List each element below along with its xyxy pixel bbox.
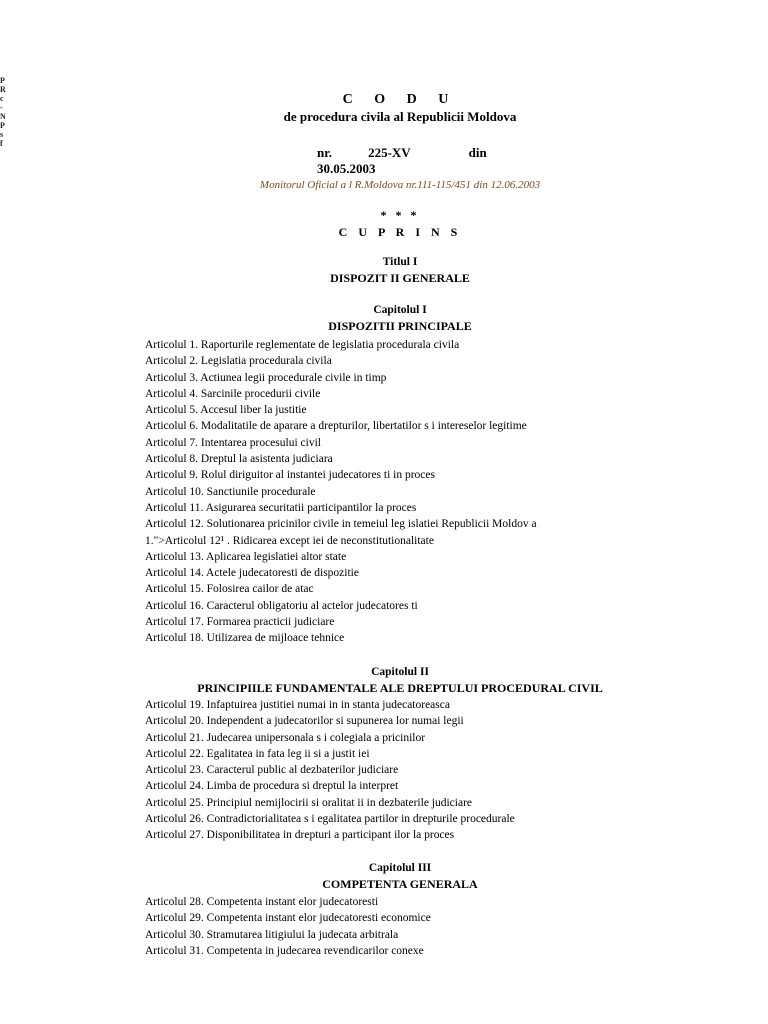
article-item[interactable]: Articolul 4. Sarcinile procedurii civile [145,387,321,400]
article-item[interactable]: Articolul 22. Egalitatea in fata leg ii si a justit iei [145,747,370,760]
margin-glyph: N [0,112,6,121]
margin-glyph: s [0,130,4,139]
contents-heading: C U P R I N S [338,225,462,239]
article-item[interactable]: Articolul 3. Actiunea legii procedurale civile in timp [145,371,387,384]
article-item[interactable]: Articolul 8. Dreptul la asistenta judiciara [145,453,333,466]
document-date: 30.05.2003 [317,161,376,176]
document-subtitle: de procedura civila al Republicii Moldova [283,109,517,124]
article-item[interactable]: Articolul 14. Actele judecatoresti de dispozitie [145,567,359,580]
article-item[interactable]: Articolul 5. Accesul liber la justitie [145,404,307,417]
margin-glyph: P [0,121,5,130]
nr-value: 225-XV [368,145,411,160]
article-item[interactable]: Articolul 6. Modalitatile de aparare a drepturilor, libertatilor s i intereselor legitime [145,420,527,433]
nr-label: nr. [317,145,333,160]
din-label: din [468,145,487,160]
chapter-label: Capitolul II [371,666,429,678]
article-list [145,337,537,647]
article-item[interactable]: Articolul 2. Legislatia procedurala civila [145,355,332,368]
article-item[interactable]: Articolul 20. Independent a judecatorilor si supunerea lor numai legii [145,715,464,728]
article-item[interactable]: Articolul 23. Caracterul public al dezbaterilor judiciare [145,764,399,777]
chapter-name: DISPOZITII PRINCIPALE [328,319,472,333]
article-item[interactable]: Articolul 29. Competenta instant elor judecatoresti economice [145,912,431,925]
article-item[interactable]: Articolul 26. Contradictorialitatea s i egalitatea partilor in drepturile procedurale [145,813,515,826]
document-number-line [317,145,487,161]
article-item[interactable]: Articolul 16. Caracterul obligatoriu al actelor judecatores ti [145,599,418,612]
article-item[interactable]: Articolul 12. Solutionarea pricinilor civile in temeiul leg islatiei Republicii Moldov a [145,518,537,531]
chapter-label: Capitolul I [373,304,427,316]
monitor-oficial-reference: Monitorul Oficial a l R.Moldova nr.111-115/451 din 12.06.2003 [259,179,541,191]
article-list [145,894,431,959]
article-list [145,697,515,844]
article-item[interactable]: Articolul 18. Utilizarea de mijloace tehnice [145,632,345,645]
article-item[interactable]: Articolul 19. Infaptuirea justitiei numai in in stanta judecatoreasca [145,699,450,711]
margin-glyph: c [0,94,4,103]
article-item[interactable]: Articolul 24. Limba de procedura si dreptul la interpret [145,780,399,793]
article-item[interactable]: 1.">Articolul 12¹ . Ridicarea except iei de neconstitutionalitate [145,534,434,547]
article-item[interactable]: Articolul 25. Principiul nemijlocirii si oralitat ii in dezbaterile judiciare [145,796,473,809]
article-item[interactable]: Articolul 30. Stramutarea litigiului la judecata arbitrala [145,928,399,941]
article-item[interactable]: Articolul 11. Asigurarea securitatii participantilor la proces [145,501,417,514]
title-name: DISPOZIT II GENERALE [330,271,470,285]
article-item[interactable]: Articolul 10. Sanctiunile procedurale [145,485,316,498]
article-item[interactable]: Articolul 27. Disponibilitatea in drepturi a participant ilor la proces [145,829,455,842]
title-label: Titlul I [382,256,418,268]
chapter-name: PRINCIPIILE FUNDAMENTALE ALE DREPTULUI PROCEDURAL CIVIL [197,681,603,695]
article-item[interactable]: Articolul 1. Raporturile reglementate de legislatia procedurala civila [145,339,460,351]
margin-glyph: - [0,103,3,112]
article-item[interactable]: Articolul 7. Intentarea procesului civil [145,436,321,449]
article-item[interactable]: Articolul 28. Competenta instant elor judecatoresti [145,896,379,908]
margin-glyph: P [0,76,5,85]
article-item[interactable]: Articolul 17. Formarea practicii judiciare [145,616,335,629]
article-item[interactable]: Articolul 13. Aplicarea legislatiei altor state [145,550,347,563]
article-item[interactable]: Articolul 21. Judecarea unipersonala s i colegiala a pricinilor [145,731,426,744]
article-item[interactable]: Articolul 15. Folosirea cailor de atac [145,583,314,596]
chapter-label: Capitolul III [368,862,432,874]
chapter-name: COMPETENTA GENERALA [322,877,478,891]
article-item[interactable]: Articolul 9. Rolul diriguitor al instantei judecatores ti in proces [145,469,435,482]
document-title: C O D U [342,92,458,107]
separator-stars: * * * [380,208,420,222]
margin-glyph: f [0,139,3,148]
article-item[interactable]: Articolul 31. Competenta in judecarea revendicarilor conexe [145,944,424,957]
margin-glyph: R [0,85,6,94]
